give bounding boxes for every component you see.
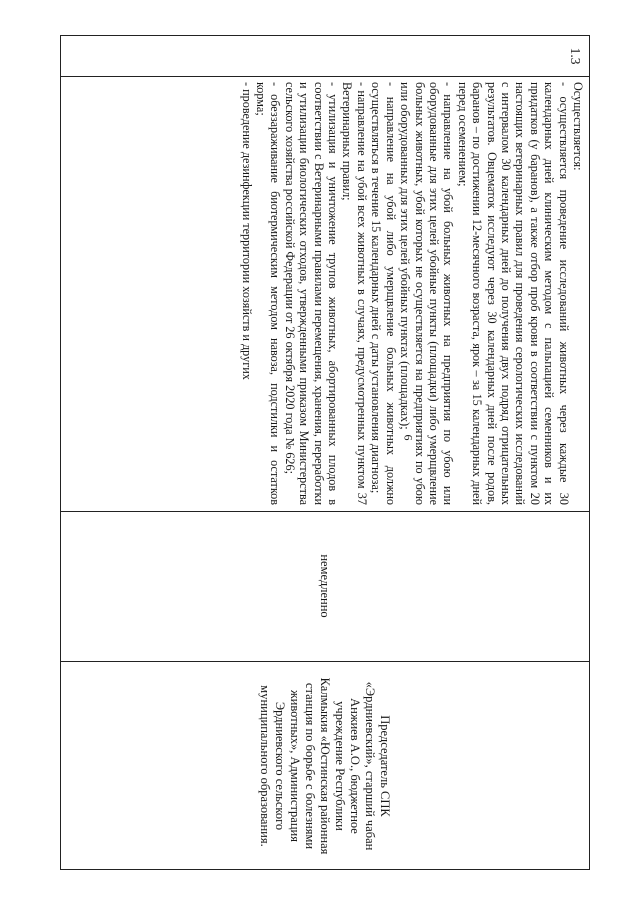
action-item: - осуществляется проведение исследований животных через каждые 30 календарных дней клиническим методом с пальпацией семенников и их придатков (у баранов), а также отбор проб крови в соответствии с пунктом 20 настоящих ветеринарных правил для проведения серологических исследований с интервалом 30 календарных дней до получения двух подряд отрицательных результатов. Овцематок исследуют через 30 календарных дней после родов, баранов – по достижении 12-месячного возраста, ярок – за 15 календарных дней перед осеменением; [455, 82, 571, 505]
responsible-cell [61, 661, 589, 871]
action-item: - направление на убой больных животных на предприятия по убою или оборудованные для этих целей убойные пункты (площадки) либо умерщвление больных животных, убой которых не осуществляется на предприятиях по убою или оборудованных для этих целей убойных пунктах (площадках); [398, 82, 456, 505]
action-item: - проведение дезинфекции территории хозяйств и других [239, 82, 254, 380]
action-item: - направление на убой либо умерщвление больных животных должно осуществляться в течение 15 календарных дней с даты установления диагноза; [369, 82, 398, 505]
action-cell [61, 76, 589, 511]
term-text: немедленно [318, 554, 333, 618]
rotated-page [60, 35, 590, 870]
page-number: 6 [401, 434, 416, 441]
term-cell [61, 511, 589, 661]
row-number: 1.3 [568, 47, 583, 65]
measures-table [60, 35, 590, 870]
row-number-cell [61, 36, 589, 76]
action-heading: Осуществляется: [571, 82, 585, 171]
responsible-text: Председатель СПК «Эрдниевский», старший чабан Анжиев А.О., бюджетное учреждение Республики Калмыкия «Юстинская районная станция по борьбе с болезнями животных», Администрация Эрдниевского сельского муниципального образования. [258, 677, 393, 855]
action-item: - обеззараживание биотермическим методом навоза, подстилки и остатков корма; [254, 82, 283, 505]
action-item: - направление на убой всех животных в случаях, предусмотренных пунктом 37 Ветеринарных правил; [340, 82, 369, 505]
action-item: - утилизация и уничтожение трупов животных, абортированных плодов в соответствии с Ветеринарными правилами перемещения, хранения, переработки и утилизации биологических отходов, утвержденными приказом Министерства сельского хозяйства российской Федерации от 26 октября 2020 года № 626; [282, 82, 341, 505]
